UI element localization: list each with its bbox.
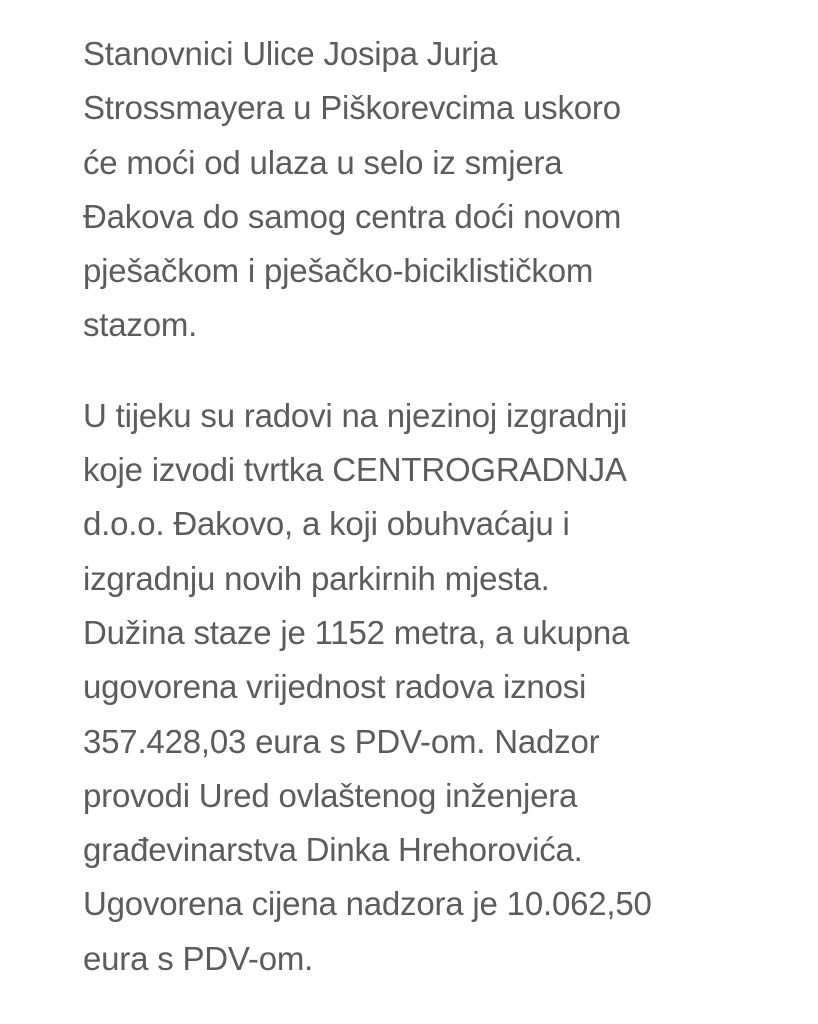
paragraph-line: građevinarstva Dinka Hrehorovića. (83, 831, 583, 869)
paragraph-line: izgradnju novih parkirnih mjesta. (83, 559, 550, 597)
paragraph-line: Đakova do samog centra doći novom (83, 197, 622, 235)
paragraph-line: će moći od ulaza u selo iz smjera (83, 143, 563, 181)
paragraph-1 (83, 27, 783, 353)
paragraph-line: U tijeku su radovi na njezinoj izgradnji (83, 396, 628, 434)
paragraph-line: Stanovnici Ulice Josipa Jurja (83, 35, 498, 72)
paragraph-line: ugovorena vrijednost radova iznosi (83, 668, 587, 706)
paragraph-line: pješačkom i pješačko-biciklističkom (83, 252, 594, 290)
paragraph-line: stazom. (83, 306, 198, 344)
paragraph-line: d.o.o. Đakovo, a koji obuhvaćaju i (83, 505, 570, 543)
paragraph-line: koje izvodi tvrtka CENTROGRADNJA (83, 451, 627, 489)
paragraph-line: 357.428,03 eura s PDV-om. Nadzor (83, 722, 600, 760)
article-body (83, 27, 783, 986)
paragraph-line: Ugovorena cijena nadzora je 10.062,50 (83, 885, 652, 923)
paragraph-line: Dužina staze je 1152 metra, a ukupna (83, 613, 630, 651)
paragraph-line: eura s PDV-om. (83, 939, 314, 977)
paragraph-line: Strossmayera u Piškorevcima uskoro (83, 89, 621, 127)
paragraph-2 (83, 389, 783, 986)
paragraph-line: provodi Ured ovlaštenog inženjera (83, 776, 578, 814)
